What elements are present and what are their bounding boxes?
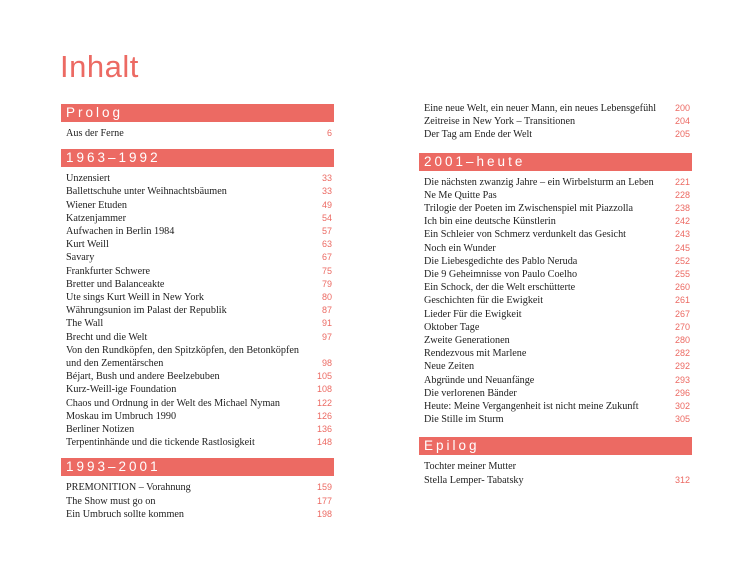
entry-page-number: 33 xyxy=(321,173,332,184)
toc-entry xyxy=(61,212,334,225)
entry-title: Moskau im Umbruch 1990 xyxy=(66,410,177,422)
toc-entry xyxy=(61,495,334,508)
entry-title: The Wall xyxy=(66,318,104,330)
toc-left-column xyxy=(61,104,334,521)
toc-entry xyxy=(419,128,692,141)
entry-page-number: 243 xyxy=(674,229,690,240)
toc-entry xyxy=(419,215,692,228)
entry-page-number: 296 xyxy=(674,387,690,398)
toc-entry xyxy=(61,508,334,521)
entry-title: Rendezvous mit Marlene xyxy=(424,348,527,360)
toc-entry xyxy=(61,172,334,185)
toc-entry xyxy=(419,400,692,413)
toc-entry xyxy=(419,102,692,115)
entry-title: Die Liebesgedichte des Pablo Neruda xyxy=(424,255,578,267)
entry-page-number: 79 xyxy=(321,278,332,289)
entry-page-number: 245 xyxy=(674,242,690,253)
entry-page-number: 204 xyxy=(674,116,690,127)
entry-title: Katzenjammer xyxy=(66,212,126,224)
entry-title: Stella Lemper- Tabatsky xyxy=(424,474,524,486)
entry-page-number: 54 xyxy=(321,212,332,223)
toc-entry xyxy=(419,321,692,334)
toc-entry xyxy=(419,115,692,128)
toc-entry xyxy=(61,278,334,291)
entry-page-number: 267 xyxy=(674,308,690,319)
entry-title: Eine neue Welt, ein neuer Mann, ein neues Lebensgefühl xyxy=(424,103,657,114)
entry-page-number: 292 xyxy=(674,361,690,372)
toc-entry xyxy=(419,242,692,255)
entry-page-number: 312 xyxy=(674,474,690,485)
section-heading: Epilog xyxy=(419,437,692,455)
entry-page-number: 270 xyxy=(674,321,690,332)
toc-entry xyxy=(419,255,692,268)
entry-title: Abgründe und Neuanfänge xyxy=(424,374,535,386)
entry-title: Neue Zeiten xyxy=(424,361,475,373)
entry-page-number: 252 xyxy=(674,255,690,266)
toc-entry xyxy=(61,331,334,344)
toc-entry xyxy=(61,344,334,370)
entry-title: Ein Schock, der die Welt erschütterte xyxy=(424,282,576,294)
entry-page-number: 198 xyxy=(316,508,332,519)
section-gap xyxy=(61,449,334,458)
entry-title: Lieder Für die Ewigkeit xyxy=(424,308,522,320)
entry-title: The Show must go on xyxy=(66,495,156,507)
entry-title: Aufwachen in Berlin 1984 xyxy=(66,226,175,238)
toc-entry xyxy=(419,413,692,426)
entry-title: Chaos und Ordnung in der Welt des Michael Nyman xyxy=(66,397,281,409)
toc-entry xyxy=(419,189,692,202)
entry-page-number: 282 xyxy=(674,348,690,359)
page-title: Inhalt xyxy=(60,49,139,84)
entry-title: Die nächsten zwanzig Jahre – ein Wirbelsturm an Leben xyxy=(424,176,654,188)
entry-title: Tochter meiner Mutter xyxy=(424,461,517,473)
entry-title: Unzensiert xyxy=(66,173,111,185)
entry-page-number: 228 xyxy=(674,189,690,200)
toc-section xyxy=(419,437,692,486)
entry-page-number: 255 xyxy=(674,269,690,280)
entry-page-number: 108 xyxy=(316,384,332,395)
entry-title: Der Tag am Ende der Welt xyxy=(424,129,533,141)
section-gap xyxy=(419,142,692,153)
entry-title: Bretter und Balanceakte xyxy=(66,278,165,290)
toc-entry xyxy=(419,281,692,294)
entry-title: Savary xyxy=(66,252,95,264)
section-heading: 2001–heute xyxy=(419,153,692,171)
entry-title: Die verlorenen Bänder xyxy=(424,387,517,399)
entry-page-number: 75 xyxy=(321,265,332,276)
toc-entry xyxy=(61,291,334,304)
section-heading: Prolog xyxy=(61,104,334,122)
entry-title: Währungsunion im Palast der Republik xyxy=(66,305,227,317)
toc-entry xyxy=(419,228,692,241)
entry-title: Die 9 Geheimnisse von Paulo Coelho xyxy=(424,269,578,281)
toc-section xyxy=(419,153,692,427)
toc-entry xyxy=(419,176,692,189)
entry-page-number: 122 xyxy=(316,397,332,408)
toc-section xyxy=(61,458,334,521)
toc-entry xyxy=(419,268,692,281)
entry-page-number: 200 xyxy=(674,103,690,113)
entry-page-number: 159 xyxy=(316,482,332,493)
entry-page-number: 57 xyxy=(321,226,332,237)
entry-page-number: 33 xyxy=(321,186,332,197)
entry-page-number: 105 xyxy=(316,371,332,382)
entry-title: Heute: Meine Vergangenheit ist nicht meine Zukunft xyxy=(424,401,639,413)
entry-page-number: 80 xyxy=(321,292,332,303)
entry-page-number: 63 xyxy=(321,239,332,250)
entry-page-number: 242 xyxy=(674,216,690,227)
entry-title: Ein Schleier von Schmerz verdunkelt das Gesicht xyxy=(424,229,626,241)
entry-title: Aus der Ferne xyxy=(66,128,124,139)
toc-entry xyxy=(61,199,334,212)
entry-page-number: 261 xyxy=(674,295,690,306)
entry-page-number: 205 xyxy=(674,129,690,140)
toc-entry xyxy=(419,308,692,321)
entry-title: Wiener Etuden xyxy=(66,199,127,211)
entry-page-number: 293 xyxy=(674,374,690,385)
toc-entry xyxy=(61,397,334,410)
toc-entry xyxy=(61,127,334,140)
toc-entry xyxy=(61,317,334,330)
entry-title: Trilogie der Poeten im Zwischenspiel mit Piazzolla xyxy=(424,203,633,215)
entry-title: Noch ein Wunder xyxy=(424,242,496,254)
toc-entry xyxy=(419,460,692,473)
toc-entry xyxy=(61,436,334,449)
entry-page-number: 238 xyxy=(674,203,690,214)
entry-title: Zweite Generationen xyxy=(424,335,510,347)
toc-entry xyxy=(419,202,692,215)
entry-title: Ne Me Quitte Pas xyxy=(424,189,497,201)
entry-page-number: 305 xyxy=(674,414,690,425)
entry-page-number: 91 xyxy=(321,318,332,329)
entry-page-number: 87 xyxy=(321,305,332,316)
toc-entry xyxy=(61,410,334,423)
entry-title: Ein Umbruch sollte kommen xyxy=(66,508,184,520)
entry-page-number: 177 xyxy=(316,495,332,506)
entry-page-number: 148 xyxy=(316,437,332,448)
section-heading: 1993–2001 xyxy=(61,458,334,476)
toc-section xyxy=(419,102,692,142)
entry-title: Frankfurter Schwere xyxy=(66,265,151,277)
entry-page-number: 6 xyxy=(326,128,332,138)
section-heading: 1963–1992 xyxy=(61,149,334,167)
entry-page-number: 126 xyxy=(316,410,332,421)
entry-page-number: 98 xyxy=(321,358,332,369)
toc-entry xyxy=(419,334,692,347)
section-gap xyxy=(419,426,692,437)
toc-section xyxy=(61,149,334,449)
entry-page-number: 302 xyxy=(674,401,690,412)
entry-title: Kurz-Weill-ige Foundation xyxy=(66,384,177,396)
toc-entry xyxy=(419,294,692,307)
entry-title: Die Stille im Sturm xyxy=(424,414,504,426)
toc-entry xyxy=(61,481,334,494)
toc-entry xyxy=(61,225,334,238)
section-gap xyxy=(61,140,334,149)
entry-title: PREMONITION – Vorahnung xyxy=(66,482,191,494)
entry-page-number: 221 xyxy=(674,176,690,187)
toc-entry xyxy=(61,238,334,251)
toc-section xyxy=(61,104,334,140)
entry-title: Von den Rundköpfen, den Spitzköpfen, den Betonköpfen und den Zementärschen xyxy=(66,344,299,370)
toc-entry xyxy=(419,474,692,487)
toc-entry xyxy=(61,251,334,264)
toc-entry xyxy=(61,423,334,436)
toc-right-column xyxy=(419,102,692,487)
entry-title: Ute sings Kurt Weill in New York xyxy=(66,292,204,304)
toc-entry xyxy=(61,185,334,198)
entry-title: Oktober Tage xyxy=(424,321,480,333)
entry-title: Béjart, Bush und andere Beelzebuben xyxy=(66,371,220,383)
entry-page-number: 67 xyxy=(321,252,332,263)
entry-page-number: 260 xyxy=(674,282,690,293)
entry-page-number: 280 xyxy=(674,335,690,346)
toc-entry xyxy=(61,265,334,278)
toc-entry xyxy=(419,387,692,400)
toc-entry xyxy=(61,383,334,396)
toc-entry xyxy=(419,374,692,387)
toc-entry xyxy=(61,370,334,383)
toc-entry xyxy=(419,347,692,360)
entry-title: Geschichten für die Ewigkeit xyxy=(424,295,544,307)
entry-title: Zeitreise in New York – Transitionen xyxy=(424,116,576,128)
entry-title: Berliner Notizen xyxy=(66,424,135,436)
entry-title: Terpentinhände und die tickende Rastlosigkeit xyxy=(66,437,255,449)
entry-page-number: 97 xyxy=(321,331,332,342)
toc-entry xyxy=(61,304,334,317)
entry-page-number: 136 xyxy=(316,424,332,435)
entry-title: Ich bin eine deutsche Künstlerin xyxy=(424,216,556,228)
entry-title: Kurt Weill xyxy=(66,239,109,251)
entry-title: Brecht und die Welt xyxy=(66,331,148,343)
entry-page-number: 49 xyxy=(321,199,332,210)
toc-entry xyxy=(419,360,692,373)
entry-title: Ballettschuhe unter Weihnachtsbäumen xyxy=(66,186,227,198)
